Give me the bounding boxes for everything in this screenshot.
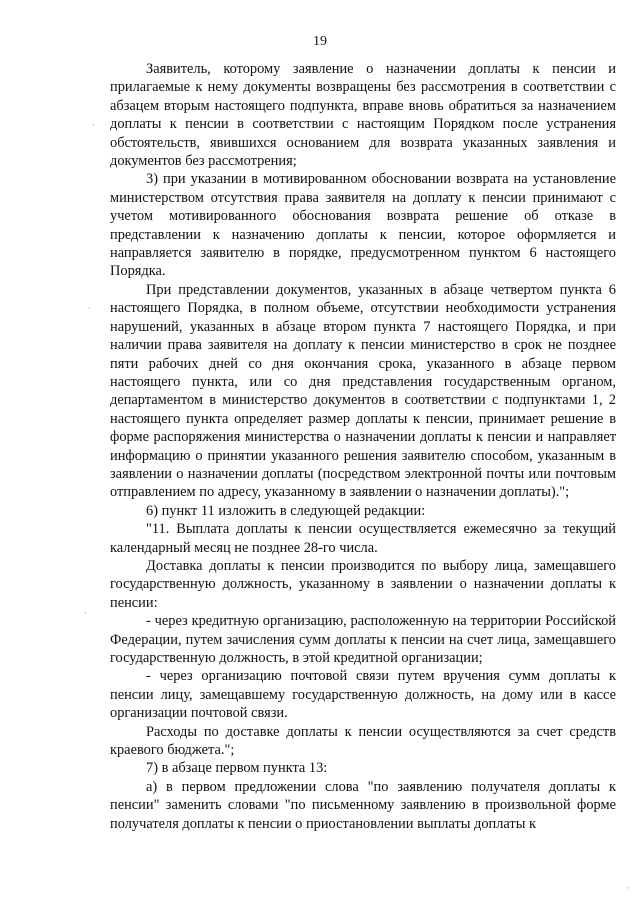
paragraph-6: Доставка доплаты к пенсии производится по выбору лица, замещавшего государственную должность, указанному в заявлении о назначении доплаты к пенсии:	[110, 557, 616, 611]
paragraph-9: Расходы по доставке доплаты к пенсии осуществляются за счет средств краевого бюджета.";	[110, 723, 616, 759]
paragraph-4: 6) пункт 11 изложить в следующей редакции:	[146, 502, 426, 519]
paragraph-3: При представлении документов, указанных в абзаце четвертом пункта 6 настоящего Порядка, в полном объеме, отсутствии необходимости устранения нарушений, указанных в абзаце втором пункта 7 настоящего Порядка, и при наличии права заявителя на доплату к пенсии министерство в срок не позднее пяти рабочих дней со дня окончания срока, указанного в абзаце первом настоящего пункта, или со дня представления государственным органом, департаментом в министерство документов в соответствии с подпунктами 1, 2 настоящего пункта определяет размер доплаты к пенсии, принимает решение в форме распоряжения министерства о назначении доплаты к пенсии и направляет информацию о принятии указанного решения заявителю способом, указанным в заявлении о назначении доплаты (посредством электронной почты или почтовым отправлением по адресу, указанному в заявлении о назначении доплаты).";	[110, 281, 616, 501]
paragraph-7: - через кредитную организацию, расположенную на территории Российской Федерации, путем зачисления сумм доплаты к пенсии на счет лица, замещавшего государственную должность, в этой кредитной организации;	[110, 613, 616, 666]
paragraph-8: - через организацию почтовой связи путем вручения сумм доплаты к пенсии лицу, замещавшему государственную должность, на дому или в кассе организации почтовой связи.	[110, 668, 616, 722]
paragraph-5: "11. Выплата доплаты к пенсии осуществляется ежемесячно за текущий календарный месяц не позднее 28-го числа.	[110, 521, 616, 556]
document-body	[110, 60, 616, 833]
page-number: 19	[313, 34, 327, 49]
paragraph-11: а) в первом предложении слова "по заявлению получателя доплаты к пенсии" заменить словами "по письменному заявлению в произвольной форме получателя доплаты к пенсии о приостановлении выплаты доплаты к	[110, 778, 616, 832]
scan-speck: ·	[92, 121, 95, 131]
scan-speck: ·	[88, 304, 91, 314]
paragraph-10: 7) в абзаце первом пункта 13:	[146, 760, 328, 777]
paragraph-2: 3) при указании в мотивированном обосновании возврата на установление министерством отсутствия права заявителя на доплату к пенсии принимают с учетом мотивированного обоснования возврата решение об отказе в представлении к назначению доплаты к пенсии, которое оформляется и направляется заявителю в порядке, предусмотренном пунктом 6 настоящего Порядка.	[110, 171, 616, 280]
paragraph-1: Заявитель, которому заявление о назначении доплаты к пенсии и прилагаемые к нему документы возвращены без рассмотрения в соответствии с абзацем вторым настоящего подпункта, вправе вновь обратиться за назначением доплаты к пенсии в соответствии с настоящим Порядком после устранения обстоятельств, явившихся основанием для возврата указанных заявления и документов без рассмотрения;	[110, 61, 616, 170]
scan-speck: ·	[627, 884, 630, 894]
scan-speck: ·	[84, 609, 87, 619]
